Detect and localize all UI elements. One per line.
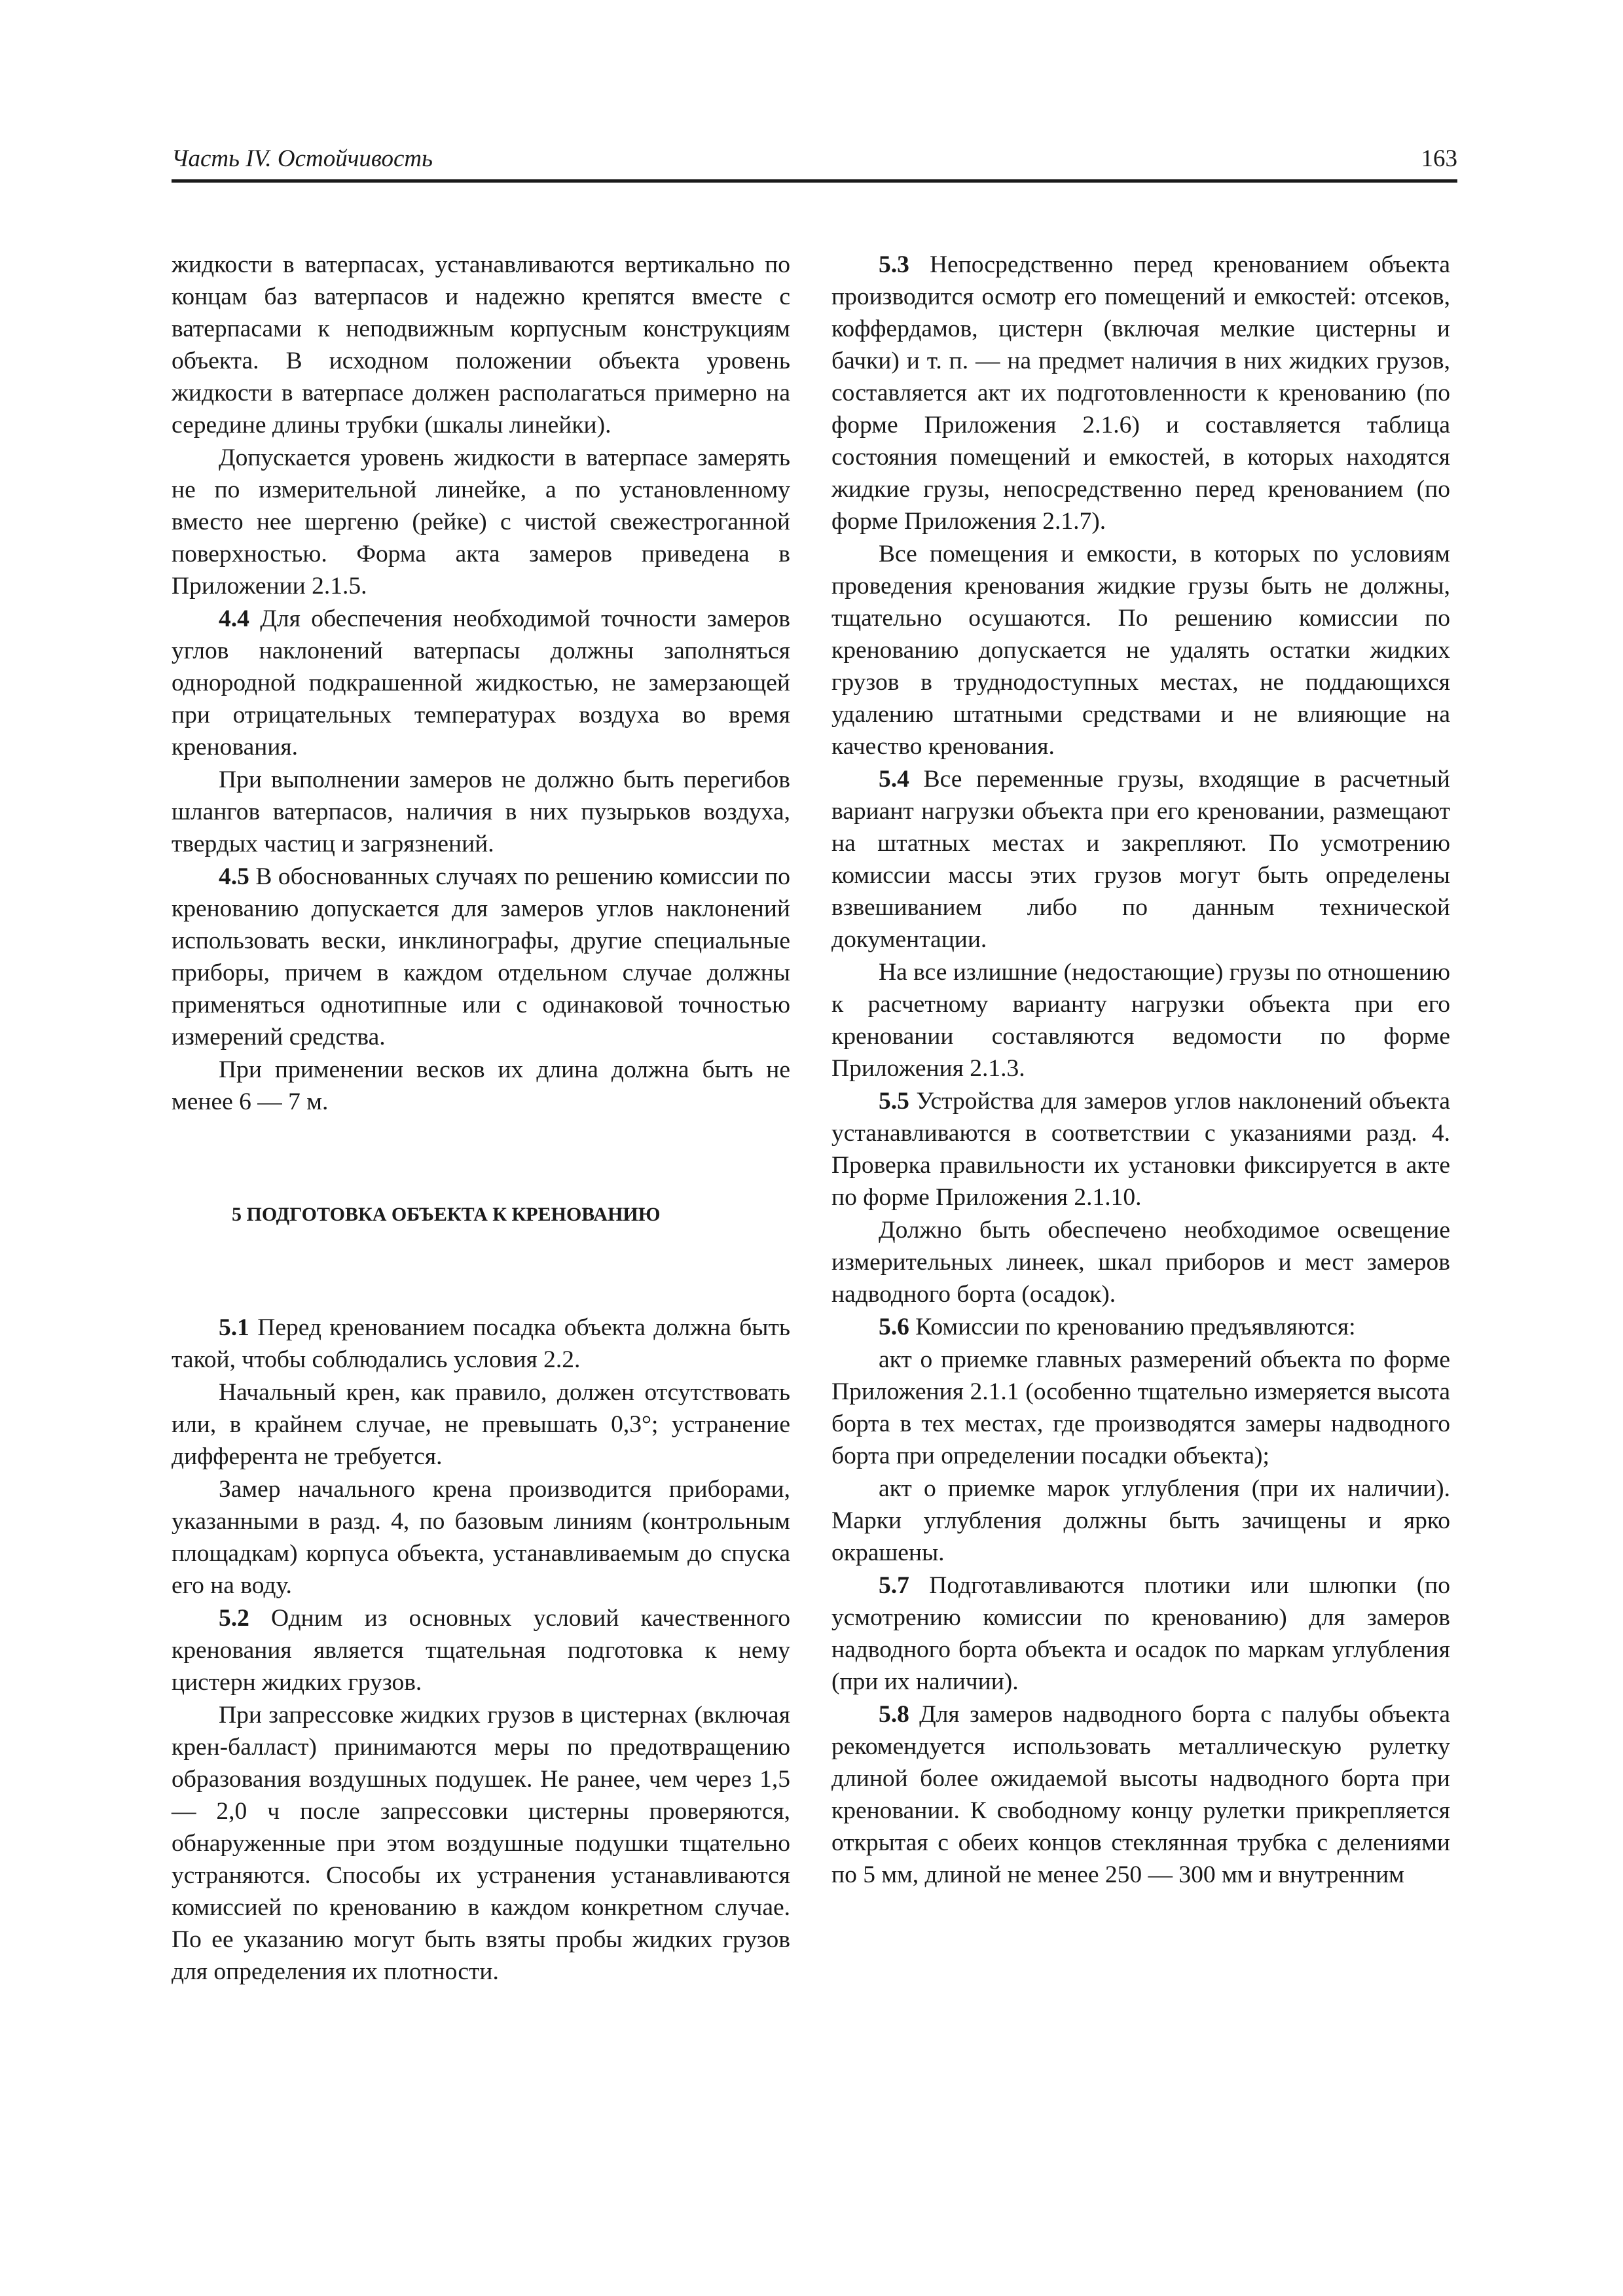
running-header: [172, 143, 1457, 183]
clause-text: Перед кренованием посадка объекта должна быть такой, чтобы соблюдались условия 2.2.: [172, 1314, 790, 1373]
clause-text: Устройства для замеров углов наклонений объекта устанавливаются в соответствии с указаниями разд. 4. Проверка правильности их установки фиксируется в акте по форме Приложения 2.1.10.: [831, 1088, 1450, 1211]
paragraph: [831, 1570, 1450, 1698]
clause-text: Подготавливаются плотики или шлюпки (по усмотрению комиссии по кренованию) для замеров надводного борта объекта и осадок по маркам углубления (при их наличии).: [831, 1572, 1450, 1695]
paragraph: Начальный крен, как правило, должен отсутствовать или, в крайнем случае, не превышать 0,3°; устранение дифферента не требуется.: [172, 1379, 790, 1470]
clause-number: 5.3: [879, 251, 909, 278]
clause-number: 5.5: [879, 1088, 909, 1115]
paragraph: акт о приемке марок углубления (при их наличии). Марки углубления должны быть зачищены и ярко окрашены.: [831, 1475, 1450, 1566]
clause-text: Все переменные грузы, входящие в расчетный вариант нагрузки объекта при его креновании, размещают на штатных местах и закрепляют. По усмотрению комиссии массы этих грузов могут быть определены взвешиванием либо по данным технической документации.: [831, 766, 1450, 953]
clause-text: Для замеров надводного борта с палубы объекта рекомендуется использовать металлическую рулетку длиной более ожидаемой высоты надводного борта при креновании. К свободному концу рулетки прикрепляется открытая с обеих концов стеклянная трубка с делениями по 5 мм, длиной не менее 250 — 300 мм и внутренним: [831, 1701, 1450, 1888]
section-heading: 5 ПОДГОТОВКА ОБЪЕКТА К КРЕНОВАНИЮ: [232, 1204, 661, 1225]
clause-number: 5.1: [219, 1314, 249, 1341]
paragraph: [172, 1602, 790, 1698]
paragraph: Замер начального крена производится приборами, указанными в разд. 4, по базовым линиям (контрольным площадкам) корпуса объекта, устанавливаемым до спуска его на воду.: [172, 1476, 790, 1599]
paragraph: [831, 249, 1450, 537]
clause-number: 5.7: [879, 1572, 909, 1599]
clause-text: Комиссии по кренованию предъявляются:: [909, 1314, 1356, 1340]
paragraph: Должно быть обеспечено необходимое освещение измерительных линеек, шкал приборов и мест замеров надводного борта (осадок).: [831, 1217, 1450, 1308]
clause-text: Одним из основных условий качественного кренования является тщательная подготовка к нему цистерн жидких грузов.: [172, 1605, 790, 1696]
paragraph: [831, 1311, 1450, 1343]
paragraph: [831, 1085, 1450, 1213]
paragraph: При применении весков их длина должна быть не менее 6 — 7 м.: [172, 1056, 790, 1115]
running-title: Часть IV. Остойчивость: [172, 145, 433, 172]
right-column: [831, 249, 1450, 1892]
paragraph: Все помещения и емкости, в которых по условиям проведения кренования жидкие грузы быть не должны, тщательно осушаются. По решению комиссии по кренованию допускается не удалять остатки жидких грузов в труднодоступных местах, не поддающихся удалению штатными средствами и не влияющие на качество кренования.: [831, 541, 1450, 760]
paragraph: [172, 1312, 790, 1376]
clause-number: 4.5: [219, 863, 249, 890]
clause-text: Непосредственно перед кренованием объекта производится осмотр его помещений и емкостей: отсеков, коффердамов, цистерн (включая мелкие цистерны и бачки) и т. п. — на предмет наличия в них жидких грузов, составляется акт их подготовленности к кренованию (по форме Приложения 2.1.6) и составляется таблица состояния помещений и емкостей, в которых находятся жидкие грузы, непосредственно перед кренованием (по форме Приложения 2.1.7).: [831, 251, 1450, 535]
paragraph: [172, 861, 790, 1053]
clause-number: 4.4: [219, 605, 249, 632]
paragraph: акт о приемке главных размерений объекта по форме Приложения 2.1.1 (особенно тщательно измеряется высота борта в тех местах, где производятся замеры надводного борта при определении посадки объекта);: [831, 1346, 1450, 1469]
clause-number: 5.4: [879, 766, 909, 793]
clause-number: 5.8: [879, 1701, 909, 1728]
paragraph: [831, 1698, 1450, 1891]
paragraph: [172, 603, 790, 763]
paragraph: Допускается уровень жидкости в ватерпасе замерять не по измерительной линейке, а по установленному вместо нее шергеню (рейке) с чистой свежестроганной поверхностью. Форма акта замеров приведена в Приложении 2.1.5.: [172, 444, 790, 600]
paragraph: При выполнении замеров не должно быть перегибов шлангов ватерпасов, наличия в них пузырьков воздуха, твердых частиц и загрязнений.: [172, 766, 790, 857]
paragraph: На все излишние (недостающие) грузы по отношению к расчетному варианту нагрузки объекта при его креновании составляются ведомости по форме Приложения 2.1.3.: [831, 959, 1450, 1082]
paragraph: [831, 763, 1450, 956]
page-number: 163: [1421, 145, 1457, 172]
clause-text: В обоснованных случаях по решению комиссии по кренованию допускается для замеров углов наклонений использовать вески, инклинографы, другие специальные приборы, причем в каждом отдельном случае должны применяться однотипные или с одинаковой точностью измерений средства.: [172, 863, 790, 1050]
clause-number: 5.6: [879, 1314, 909, 1340]
clause-text: Для обеспечения необходимой точности замеров углов наклонений ватерпасы должны заполняться однородной подкрашенной жидкостью, не замерзающей при отрицательных температурах воздуха во время кренования.: [172, 605, 790, 761]
paragraph: жидкости в ватерпасах, устанавливаются вертикально по концам баз ватерпасов и надежно крепятся вместе с ватерпасами к неподвижным корпусным конструкциям объекта. В исходном положении объекта уровень жидкости в ватерпасе должен располагаться примерно на середине длины трубки (шкалы линейки).: [172, 251, 790, 439]
clause-number: 5.2: [219, 1605, 249, 1632]
left-column: [172, 249, 790, 1988]
paragraph: При запрессовке жидких грузов в цистернах (включая крен-балласт) принимаются меры по предотвращению образования воздушных подушек. Не ранее, чем через 1,5 — 2,0 ч после запрессовки цистерны проверяются, обнаруженные при этом воздушные подушки тщательно устраняются. Способы их устранения устанавливаются комиссией по кренованию в каждом конкретном случае. По ее указанию могут быть взяты пробы жидких грузов для определения их плотности.: [172, 1702, 790, 1985]
